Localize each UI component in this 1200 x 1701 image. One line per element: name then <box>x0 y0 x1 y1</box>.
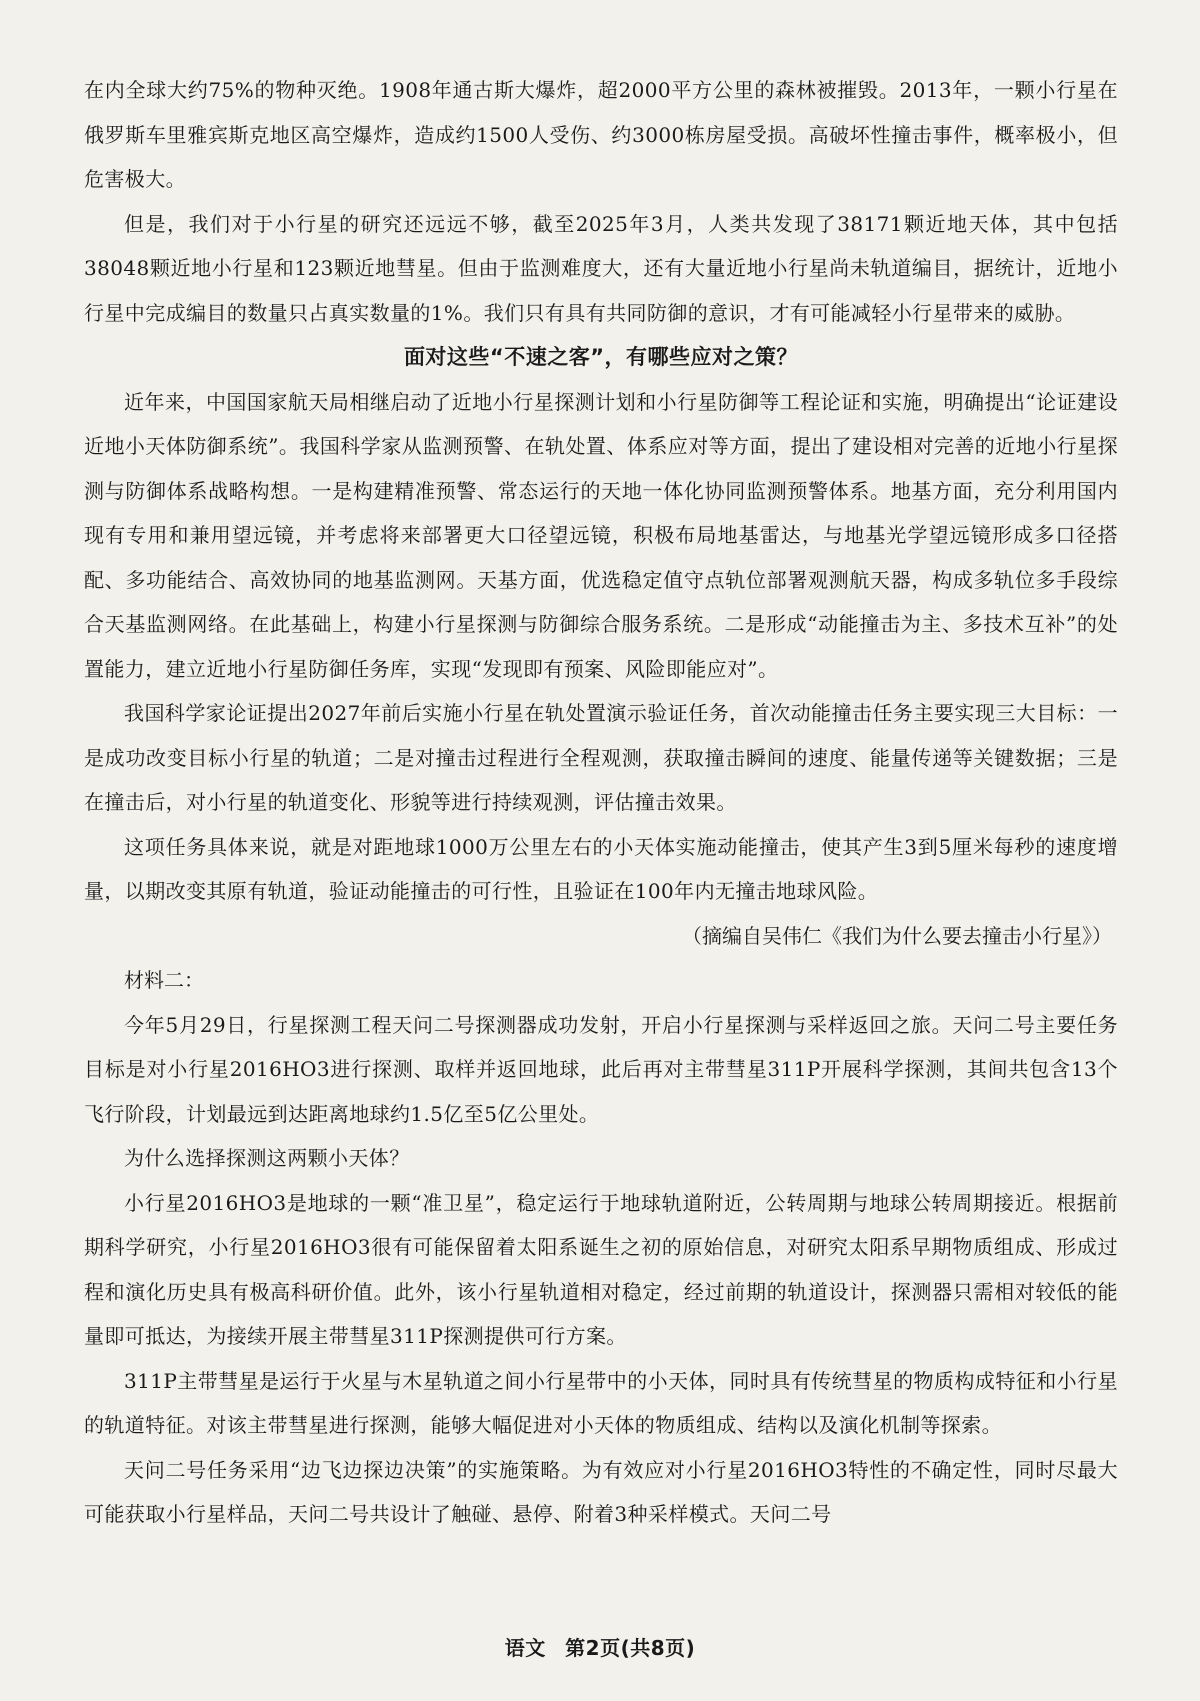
paragraph-5: 这项任务具体来说，就是对距地球1000万公里左右的小天体实施动能撞击，使其产生3到5厘米每秒的速度增量，以期改变其原有轨道，验证动能撞击的可行性，且验证在100年内无撞击地球风险。 <box>84 834 1118 903</box>
paragraph-7-question: 为什么选择探测这两颗小天体？ <box>124 1146 410 1170</box>
source-citation: （摘编自吴伟仁《我们为什么要去撞击小行星》） <box>682 923 1112 948</box>
paragraph-3: 近年来，中国国家航天局相继启动了近地小行星探测计划和小行星防御等工程论证和实施，明确提出“论证建设近地小天体防御系统”。我国科学家从监测预警、在轨处置、体系应对等方面，提出了建设相对完善的近地小行星探测与防御体系战略构想。一是构建精准预警、常态运行的天地一体化协同监测预警体系。地基方面，充分利用国内现有专用和兼用望远镜，并考虑将来部署更大口径望远镜，积极布局地基雷达，与地基光学望远镜形成多口径搭配、多功能结合、高效协同的地基监测网。天基方面，优选稳定值守点轨位部署观测航天器，构成多轨位多手段综合天基监测网络。在此基础上，构建小行星探测与防御综合服务系统。二是形成“动能撞击为主、多技术互补”的处置能力，建立近地小行星防御任务库，实现“发现即有预案、风险即能应对”。 <box>84 389 1118 681</box>
paragraph-2: 但是，我们对于小行星的研究还远远不够，截至2025年3月，人类共发现了38171颗近地天体，其中包括38048颗近地小行星和123颗近地彗星。但由于监测难度大，还有大量近地小行星尚未轨道编目，据统计，近地小行星中完成编目的数量只占真实数量的1%。我们只有具有共同防御的意识，才有可能减轻小行星带来的威胁。 <box>84 211 1118 325</box>
paragraph-6: 今年5月29日，行星探测工程天问二号探测器成功发射，开启小行星探测与采样返回之旅。天问二号主要任务目标是对小行星2016HO3进行探测、取样并返回地球，此后再对主带彗星311P开展科学探测，其间共包含13个飞行阶段，计划最远到达距离地球约1.5亿至5亿公里处。 <box>84 1012 1118 1126</box>
paragraph-8: 小行星2016HO3是地球的一颗“准卫星”，稳定运行于地球轨道附近，公转周期与地球公转周期接近。根据前期科学研究，小行星2016HO3很有可能保留着太阳系诞生之初的原始信息，对研究太阳系早期物质组成、形成过程和演化历史具有极高科研价值。此外，该小行星轨道相对稳定，经过前期的轨道设计，探测器只需相对较低的能量即可抵达，为接续开展主带彗星311P探测提供可行方案。 <box>84 1190 1118 1348</box>
section-heading: 面对这些“不速之客”，有哪些应对之策？ <box>403 345 799 369</box>
footer-subject: 语文 <box>504 1636 546 1660</box>
paragraph-9: 311P主带彗星是运行于火星与木星轨道之间小行星带中的小天体，同时具有传统彗星的物质构成特征和小行星的轨道特征。对该主带彗星进行探测，能够大幅促进对小天体的物质组成、结构以及演化机制等探索。 <box>84 1368 1118 1437</box>
material-two-label: 材料二： <box>124 968 204 992</box>
footer-page-number: 第2页(共8页) <box>565 1636 696 1660</box>
paragraph-10: 天问二号任务采用“边飞边探边决策”的实施策略。为有效应对小行星2016HO3特性的不确定性，同时尽最大可能获取小行星样品，天问二号共设计了触碰、悬停、附着3种采样模式。天问二号 <box>84 1457 1118 1526</box>
paragraph-4: 我国科学家论证提出2027年前后实施小行星在轨处置演示验证任务，首次动能撞击任务主要实现三大目标：一是成功改变目标小行星的轨道；二是对撞击过程进行全程观测，获取撞击瞬间的速度、能量传递等关键数据；三是在撞击后，对小行星的轨道变化、形貌等进行持续观测，评估撞击效果。 <box>84 701 1118 814</box>
page-footer <box>0 1632 1200 1661</box>
paragraph-1: 在内全球大约75%的物种灭绝。1908年通古斯大爆炸，超2000平方公里的森林被摧毁。2013年，一颗小行星在俄罗斯车里雅宾斯克地区高空爆炸，造成约1500人受伤、约3000栋房屋受损。高破坏性撞击事件，概率极小，但危害极大。 <box>84 78 1118 191</box>
